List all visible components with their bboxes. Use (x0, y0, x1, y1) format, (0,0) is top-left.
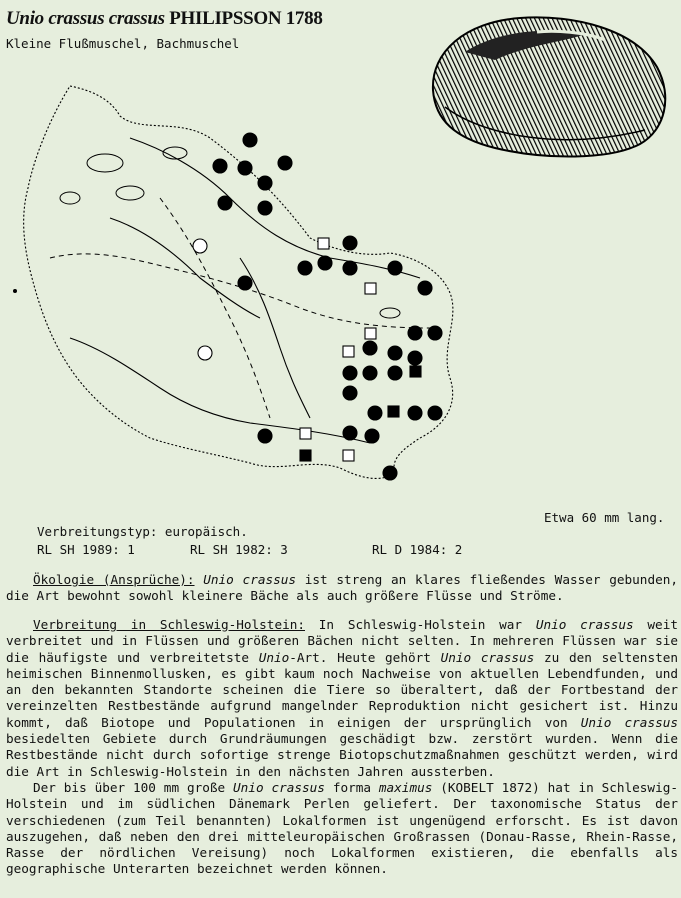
maximus-paragraph: Der bis über 100 mm große Unio crassus forma maximus (KOBELT 1872) hat in Schleswig-Holstein und im südlichen Dänemark Perlen geliefert. Der taxonomische Status der verschiedenen (zum Teil benannten) Lokalformen ist ungenügend erforscht. Es ist davon auszugehen, daß neben den drei mitteleuropäischen Großrassen (Donau-Rasse, Rhein-Rasse, Rasse der nördlichen Vereisung) noch Lokalformen existieren, die ebenfalls als geographische Unterarten bezeichnet werden können. (6, 779, 678, 877)
species-title: Unio crassus crassus PHILIPSSON 1788 (6, 8, 323, 29)
common-names: Kleine Flußmuschel, Bachmuschel (6, 36, 240, 51)
distribution-paragraph: Verbreitung in Schleswig-Holstein: In Schleswig-Holstein war Unio crassus weit verbreitet und in Flüssen und größeren Bächen nicht selten. In mehreren Flüssen war sie die häufigste und verbreitetste Unio-Art. Heute gehört Unio crassus zu den seltensten heimischen Binnenmollusken, es gibt kaum noch Nachweise von aktuellen Lebendfunden, und an den bekannten Standorte scheinen die Tiere so überaltert, daß der Fortbestand der vereinzelten Restbestände aufgrund mangelnder Reproduktion nicht gesichert ist. Hinzu kommt, daß Biotope und Populationen in einigen der ursprünglich von Unio crassus besiedelten Gebiete durch Grundräumungen geschädigt bzw. zerstört wurden. Wenn die Restbestände nicht durch sofortige strenge Biotopschutzmaßnahmen geschützt werden, wird die Art in Schleswig-Holstein in den nächsten Jahren aussterben. Der bis über 100 mm große Unio crassus forma maximus (KOBELT 1872) hat in Schleswig-Holstein und im südlichen Dänemark Perlen geliefert. Der taxonomische Status der verschiedenen (zum Teil benannten) Lokalformen ist ungenügend erforscht. Es ist davon auszugehen, daß neben den drei mitteleuropäischen Großrassen (Donau-Rasse, Rhein-Rasse, Rasse der nördlichen Vereisung) noch Lokalformen existieren, die ebenfalls als geographische Unterarten bezeichnet werden können. (6, 617, 678, 877)
distribution-heading: Verbreitung in Schleswig-Holstein: (33, 617, 305, 632)
red-list-sh-1982: RL SH 1982: 3 (190, 542, 288, 557)
distribution-type: Verbreitungstyp: europäisch. (37, 524, 248, 539)
ecology-heading: Ökologie (Ansprüche): (33, 572, 195, 587)
ecology-paragraph: Ökologie (Ansprüche): Unio crassus ist streng an klares fließendes Wasser gebunden, die Art bewohnt sowohl kleinere Bäche als auch größere Flüsse und Ströme. (6, 572, 678, 604)
distribution-map (10, 78, 470, 498)
size-note: Etwa 60 mm lang. (544, 510, 665, 525)
red-list-d-1984: RL D 1984: 2 (372, 542, 463, 557)
red-list-sh-1989: RL SH 1989: 1 (37, 542, 135, 557)
